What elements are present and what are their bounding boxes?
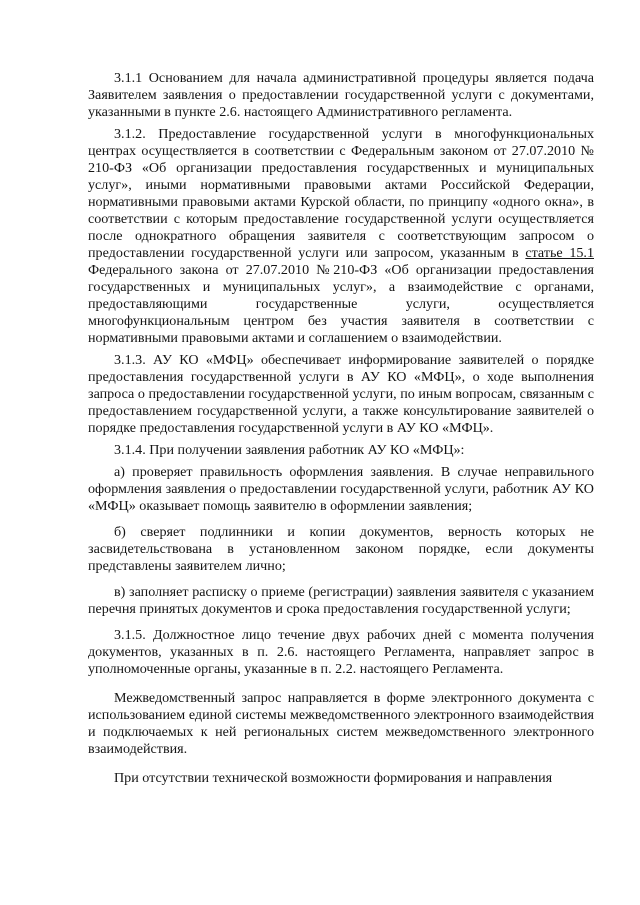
paragraph-3-1-2-text-a: 3.1.2. Предоставление государственной услуги в многофункциональных центрах осуществляется в соответствии с Федеральным законом от 27.07.2010 № 210-ФЗ «Об организации предоставления государственных и муниципальных услуг», иными нормативными правовыми актами Российской Федерации, нормативными правовыми актами Курской области, по принципу «одного окна», в соответствии с которым предоставление государственной услуги осуществляется после однократного обращения заявителя с соответствующим запросом о предоставлении государственной услуги или запросом, указанным в — [88, 126, 594, 261]
paragraph-item-b: б) сверяет подлинники и копии документов, верность которых не засвидетельствована в установленном законом порядке, если документы представлены заявителем лично; — [88, 524, 594, 574]
law-article-link[interactable]: статье 15.1 — [525, 245, 594, 261]
paragraph-3-1-4: 3.1.4. При получении заявления работник АУ КО «МФЦ»: — [114, 442, 465, 458]
document-page — [88, 70, 594, 787]
paragraph-3-1-5: 3.1.5. Должностное лицо течение двух рабочих дней с момента получения документов, указанных в п. 2.6. настоящего Регламента, направляет запрос в уполномоченные органы, указанные в п. 2.2. настоящего Регламента. — [88, 627, 594, 677]
paragraph-3-1-2 — [88, 126, 594, 347]
paragraph-3-1-3: 3.1.3. АУ КО «МФЦ» обеспечивает информирование заявителей о порядке предоставления государственной услуги в АУ КО «МФЦ», о ходе выполнения запроса о предоставлении государственной услуги, по иным вопросам, связанным с предоставлением государственной услуги, а также консультирование заявителей о порядке предоставления государственной услуги в АУ КО «МФЦ». — [88, 352, 594, 436]
paragraph-interagency-request: Межведомственный запрос направляется в форме электронного документа с использованием единой системы межведомственного электронного взаимодействия и подключаемых к ней региональных систем межведомственного электронного взаимодействия. — [88, 690, 594, 757]
paragraph-item-v: в) заполняет расписку о приеме (регистрации) заявления заявителя с указанием перечня принятых документов и срока предоставления государственной услуги; — [88, 584, 594, 617]
paragraph-3-1-1: 3.1.1 Основанием для начала административной процедуры является подача Заявителем заявления о предоставлении государственной услуги с документами, указанными в пункте 2.6. настоящего Административного регламента. — [88, 70, 594, 120]
paragraph-3-1-2-text-b: Федерального закона от 27.07.2010 №210-ФЗ «Об организации предоставления государственных и муниципальных услуг», а взаимодействие с органами, предоставляющими государственные услуги, осуществляется многофункциональным центром без участия заявителя в соответствии с нормативными правовыми актами и соглашением о взаимодействии. — [88, 262, 594, 346]
paragraph-no-technical-possibility: При отсутствии технической возможности формирования и направления — [114, 770, 553, 786]
paragraph-item-a: а) проверяет правильность оформления заявления. В случае неправильного оформления заявления о предоставлении государственной услуги, работник АУ КО «МФЦ» оказывает помощь заявителю в оформлении заявления; — [88, 464, 594, 514]
